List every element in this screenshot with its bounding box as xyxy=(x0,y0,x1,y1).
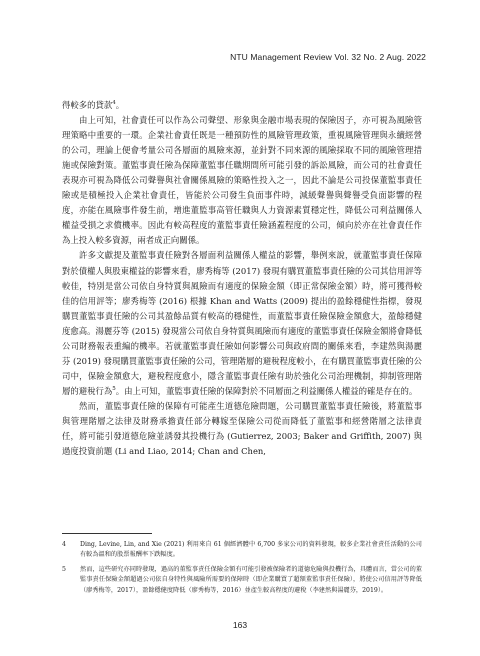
paragraph-3-text: 許多文獻提及董監事責任險對各層面利益關係人權益的影響，舉例來說，就董監事責任保障對於債權人與股東權益的影響來看，廖秀梅等 (2017) 發現有購買董監事責任險的公司其信用評等較佳，特別是當公司依自身特質與風險而有適度的保險金額（即正常保險金額）時，將可獲得較佳的信用評等；廖秀梅等 (2016) 根據 Khan and Watts (2009) 提出的盈餘穩健性指標，發現購買董監事責任險的公司其盈餘品質有較高的穩健性，而董監事責任險保險金額愈大，盈餘穩健度愈高。湯麗芬等 (2015) 發現當公司依自身特質與風險而有適度的董監事責任保險金額將會降低公司財務報表重編的機率。若就董監事責任險如何影響公司與政府間的關係來看，李建然與湯麗芬 (2019) 發現購買董監事責任險的公司，管理階層的避稅程度較小，在有購買董監事責任險的公司中，保險金額愈大，避稅程度愈小，隱含董監事責任險有助於強化公司治理機制，抑制管理階層的避稅行為 xyxy=(62,250,422,396)
paragraph-4 xyxy=(62,399,422,459)
paragraph-3-tail: 。由上可知，董監事責任險的保障對於不同層面之利益關係人權益的確是存在的。 xyxy=(115,385,418,396)
paragraph-1-tail: 。 xyxy=(115,100,125,110)
footnote-ref-5: 5 xyxy=(112,386,116,393)
paragraph-2 xyxy=(62,113,422,248)
paragraph-1 xyxy=(62,98,422,113)
body-text xyxy=(62,98,422,459)
footnote-5 xyxy=(62,565,422,596)
paragraph-3 xyxy=(62,248,422,398)
footnote-text: 然而，這些研究亦同時發現，過高的董監事責任保險金額有可能引發被保險者的道德危險與投機行為，具體而言，當公司的董監事責任保險金額超過公司依自身特性與風險所需要的保障時（即企業購買了超額董監事責任保險），將使公司信用評等降低（廖秀梅等，2017），盈餘穩健度降低（廖秀梅等，2016）並產生較高程度的避稅（李建然與湯麗芬，2019）。 xyxy=(80,565,422,594)
running-head: NTU Management Review Vol. 32 No. 2 Aug. 2022 xyxy=(230,52,426,62)
footnote-number: 4 xyxy=(62,541,66,548)
footnote-divider xyxy=(62,533,152,534)
paragraph-2-text: 由上可知，社會責任可以作為公司聲望、形象與金融市場表現的保險因子，亦可視為風險管理策略中重要的一環。企業社會責任既是一種預防性的風險管理政策，重視風險管理與永續經營的公司，理論上便會考量公司各層面的風險來源，並針對不同來源的風險採取不同的風險管理措施或保險對策。董監事責任險為保障董監事任職期間所可能引發的訴訟風險，而公司的社會責任表現亦可視為降低公司聲譽與社會關係風險的策略性投入之一，因此不論是公司投保董監事責任險或是積極投入企業社會責任，皆能於公司發生負面事件時，減緩聲譽與聲譽受負面影響的程度，亦能在風險事件發生前，增進董監事高管任職與人力資源素質穩定性，降低公司利益關係人權益受損之求償機率。因此有較高程度的董監事責任險涵蓋程度的公司，傾向於亦在社會責任作為上投入較多資源，兩者成正向關係。 xyxy=(62,115,422,246)
paragraph-4-text: 然而，董監事責任險的保障有可能產生道德危險問題，公司購買董監事責任險後，將董監事與管理階層之法律及財務承擔責任部分轉嫁至保險公司從而降低了董監事和經營階層之法律責任，將可能引發道德危險並誘發其投機行為 (Gutierrez, 2003; Baker and Griffith, 2007) 與過度投資前題 (Li and Liao, 2014; Chan and Chen, xyxy=(62,400,422,457)
paragraph-1-text: 得較多的貸款 xyxy=(62,100,113,110)
page-number: 163 xyxy=(232,620,248,630)
footnote-4 xyxy=(62,540,422,561)
footnotes xyxy=(62,540,422,600)
footnote-text: Ding, Levine, Lin, and Xie (2021) 利用來自 61 個經濟體中 6,700 多家公司的資料發現，較多企業社會責任活動的公司有較為溫和的股票報酬率下跌幅度。 xyxy=(80,541,422,559)
footnote-ref-4: 4 xyxy=(112,100,116,107)
footnote-number: 5 xyxy=(62,565,66,573)
